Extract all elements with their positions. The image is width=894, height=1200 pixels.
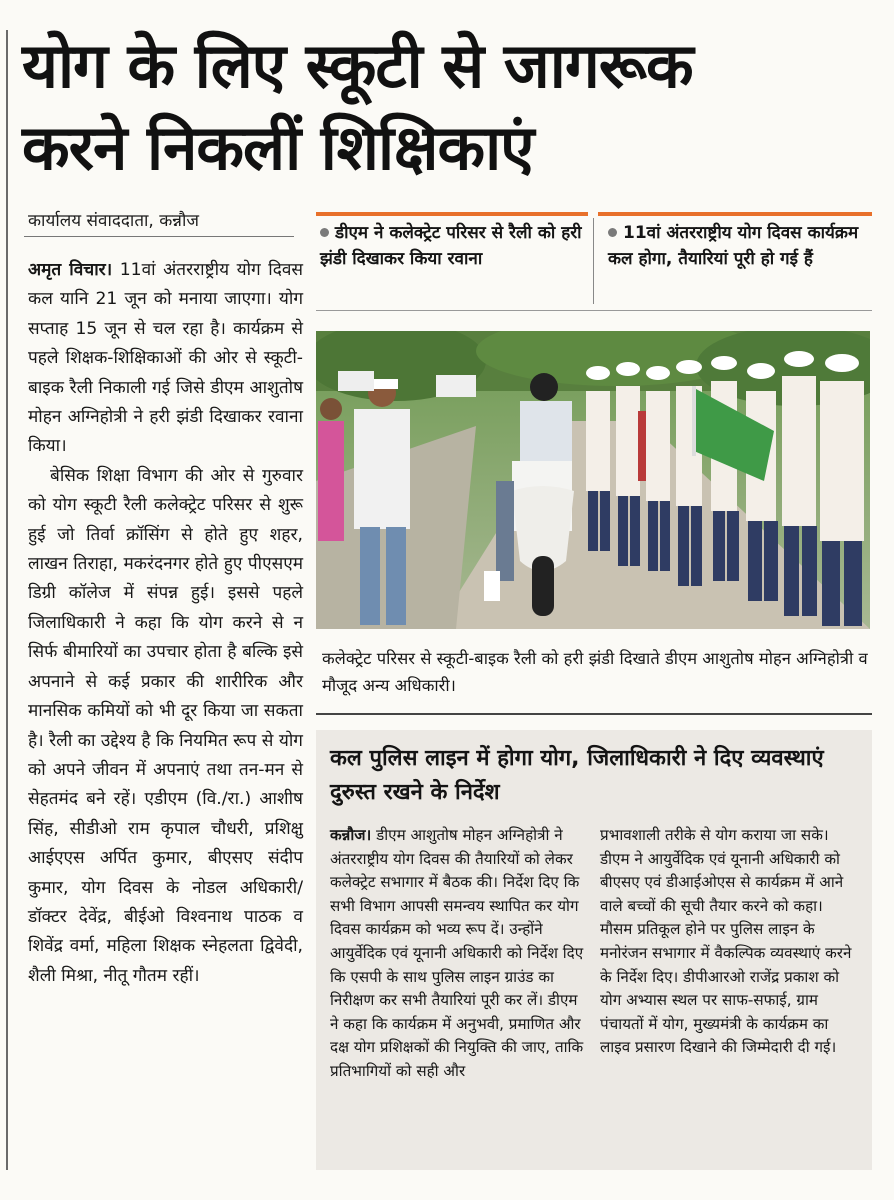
highlight-bar-2	[598, 212, 872, 216]
byline: कार्यालय संवाददाता, कन्नौज	[28, 211, 199, 231]
highlight-2-text: 11वां अंतरराष्ट्रीय योग दिवस कार्यक्रम कल होगा, तैयारियां पूरी हो गई हैं	[608, 223, 859, 269]
highlight-2	[608, 220, 870, 272]
headline-line-2: करने निकलीं शिक्षिकाएं	[22, 111, 534, 184]
byline-rule	[24, 236, 294, 237]
article-body	[28, 256, 303, 991]
highlight-bar-1	[316, 212, 588, 216]
page-edge-line	[6, 30, 8, 1170]
headline-line-1: योग के लिए स्कूटी से जागरूक	[22, 29, 693, 102]
sidebar-story-column-1: कन्नौज। डीएम आशुतोष मोहन अग्निहोत्री ने अंतरराष्ट्रीय योग दिवस की तैयारियों को लेकर कलेक्ट्रेट सभागार में बैठक की। निर्देश दिए कि सभी विभाग आपसी समन्वय स्थापित कर योग दिवस कार्यक्रम को भव्य रूप दें। उन्होंने आयुर्वेदिक एवं यूनानी अधिकारी को निर्देश दिए कि एसपी के साथ पुलिस लाइन ग्राउंड का निरीक्षण कर सभी तैयारियां पूरी कर लें। डीएम ने कहा कि कार्यक्रम में अनुभवी, प्रमाणित और दक्ष योग प्रशिक्षकों की नियुक्ति की जाए, ताकि प्रतिभागियों को सही और	[330, 826, 584, 1080]
highlight-1-text: डीएम ने कलेक्ट्रेट परिसर से रैली को हरी झंडी दिखाकर किया रवाना	[320, 223, 582, 269]
article-dateline: अमृत विचार।	[28, 260, 113, 280]
highlight-1	[320, 220, 585, 272]
photo-caption: कलेक्ट्रेट परिसर से स्कूटी-बाइक रैली को हरी झंडी दिखाते डीएम आशुतोष मोहन अग्निहोत्री व मौजूद अन्य अधिकारी।	[322, 649, 868, 695]
bullet-icon	[320, 228, 329, 237]
bullet-icon	[608, 228, 617, 237]
highlight-bottom-rule	[316, 310, 872, 311]
article-paragraph-1: अमृत विचार। 11वां अंतरराष्ट्रीय योग दिवस कल यानि 21 जून को मनाया जाएगा। योग सप्ताह 15 जून से चल रहा है। कार्यक्रम से पहले शिक्षक-शिक्षिकाओं की ओर से स्कूटी-बाइक रैली निकाली गई जिसे डीएम आशुतोष मोहन अग्निहोत्री ने हरी झंडी दिखाकर रवाना किया।	[28, 260, 304, 457]
sidebar-story-headline: कल पुलिस लाइन में होगा योग, जिलाधिकारी ने दिए व्यवस्थाएं दुरुस्त रखने के निर्देश	[330, 746, 824, 805]
sidebar-dateline: कन्नौज।	[330, 826, 372, 844]
article-paragraph-2: बेसिक शिक्षा विभाग की ओर से गुरुवार को योग स्कूटी रैली कलेक्ट्रेट परिसर से शुरू हुई जो तिर्वा क्रॉसिंग से होते हुए शहर, लाखन तिराहा, मकरंदनगर होते हुए पीएसएम डिग्री कॉलेज में संपन्न हुई। इससे पहले जिलाधिकारी ने कहा कि योग करने से न सिर्फ बीमारियों का उपचार होता है बल्कि इसे अपनाने से कई प्रकार की शारीरिक और मानसिक कमियों को भी दूर किया जा सकता है। रैली का उद्देश्य है कि नियमित रूप से योग को अपने जीवन में अपनाएं तथा तन-मन से सेहतमंद बने रहें। एडीएम (वि./रा.) आशीष सिंह, सीडीओ राम कृपाल चौधरी, प्रशिक्षु आईएएस अर्पित कुमार, बीएसए संदीप कुमार, योग दिवस के नोडल अधिकारी/ डॉक्टर देवेंद्र, बीईओ विश्वनाथ पाठक व शिवेंद्र वर्मा, महिला शिक्षक स्नेहलता द्विवेदी, शैली मिश्रा, नीतू गौतम रहीं।	[28, 465, 303, 986]
rally-photo	[316, 331, 870, 629]
section-rule	[316, 713, 872, 715]
highlight-divider	[593, 218, 594, 304]
sidebar-story-column-2: प्रभावशाली तरीके से योग कराया जा सके। डीएम ने आयुर्वेदिक एवं यूनानी अधिकारी को बीएसए एवं डीआईओएस से कार्यक्रम में आने वाले बच्चों की सूची तैयार करने को कहा। मौसम प्रतिकूल होने पर पुलिस लाइन के मनोरंजन सभागार में वैकल्पिक व्यवस्थाएं करने के निर्देश दिए। डीपीआरओ राजेंद्र प्रकाश को योग अभ्यास स्थल पर साफ-सफाई, ग्राम पंचायतों में योग, मुख्यमंत्री के कार्यक्रम का लाइव प्रसारण दिखाने की जिम्मेदारी दी गई।	[600, 826, 852, 1057]
